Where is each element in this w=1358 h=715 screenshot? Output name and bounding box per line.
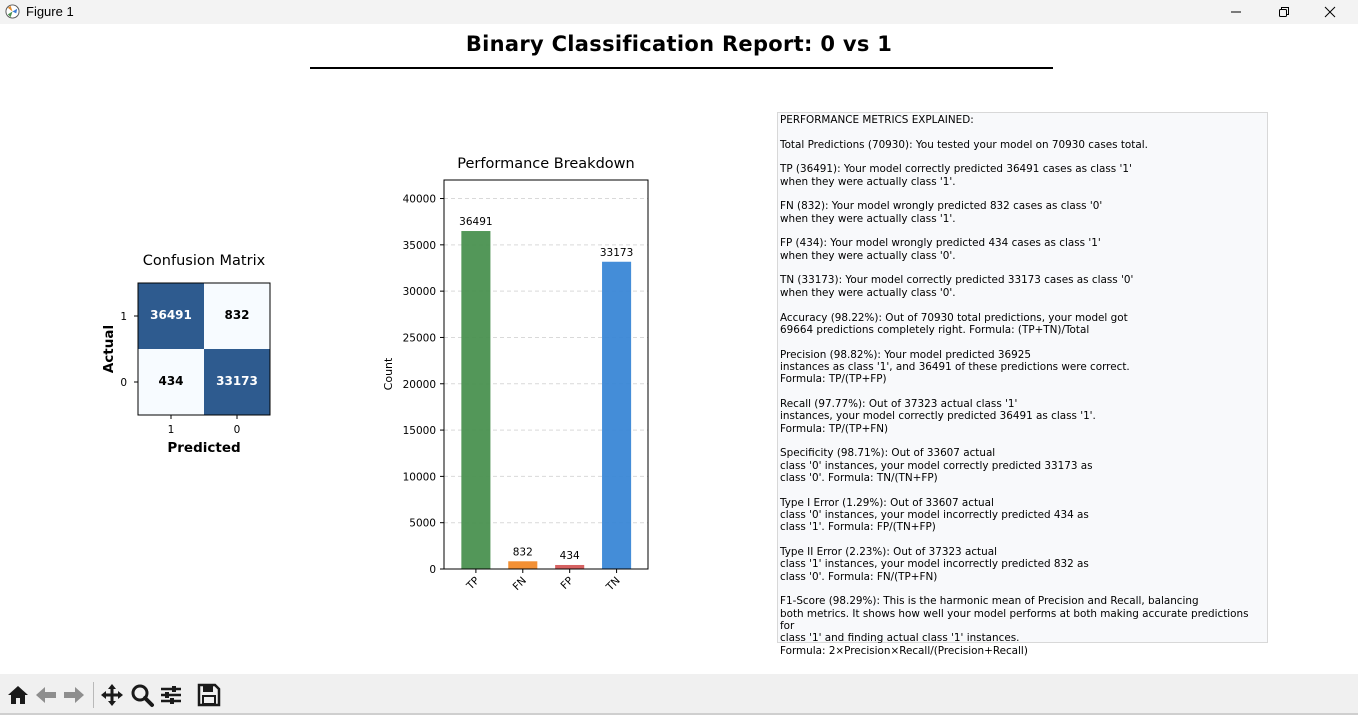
bar-ytick-label: 20000: [402, 378, 436, 391]
home-button[interactable]: [5, 682, 31, 708]
maximize-button[interactable]: [1261, 0, 1307, 24]
bar-ytick-label: 10000: [402, 471, 436, 484]
home-icon: [5, 682, 31, 708]
performance-bar-chart: [382, 156, 648, 594]
save-icon: [196, 682, 222, 708]
metrics-explanation-panel: PERFORMANCE METRICS EXPLAINED: Total Predictions (70930): You tested your model on 70930 cases total. TP (36491): Your model correctly predicted 36491 cases as class '1' when they were actually class '1'. FN (832): Your model wrongly predicted 832 cases as class '0' when they were actually class '1'. FP (434): Your model wrongly predicted 434 cases as class '1' when they were actually class '0'. TN (33173): Your model correctly predicted 33173 cases as class '0' when they were actually class '0'. Accuracy (98.22%): Out of 70930 total predictions, your model got 69664 predictions completely right. Formula: (TP+TN)/Total Precision (98.82%): Your model predicted 36925 instances as class '1', and 36491 of these predictions were correct. Formula: TP/(TP+FP) Recall (97.77%): Out of 37323 actual class '1' instances, your model correctly predicted 36491 as class '1'. Formula: TP/(TP+FN) Specificity (98.71%): Out of 33607 actual class '0' instances, your model correctly predicted 33173 as class '0'. Formula: TN/(TN+FP) Type I Error (1.29%): Out of 33607 actual class '0' instances, your model incorrectly predicted 434 as class '1'. Formula: FP/(TN+FP) Type II Error (2.23%): Out of 37323 actual class '1' instances, your model incorrectly predicted 832 as class '0'. Formula: FN/(TP+FN) F1-Score (98.29%): This is the harmonic mean of Precision and Recall, balancing both metrics. It shows how well your model performs at both making accurate predictions for class '1' and finding actual class '1' instances. Formula: 2×Precision×Recall/(Precision+Recall): [777, 112, 1268, 643]
cm-value-tp: 36491: [150, 308, 192, 322]
configure-subplots-icon: [158, 682, 184, 708]
bar-ytick-label: 0: [429, 564, 436, 576]
navigation-toolbar: [0, 674, 1358, 715]
window-title: Figure 1: [26, 4, 74, 19]
bar-xtick-label: FN: [510, 574, 529, 593]
bar-ytick-label: 15000: [402, 425, 436, 438]
bar-fn: [508, 561, 537, 569]
cm-row-label: 1: [120, 311, 127, 323]
window-titlebar: [0, 0, 1358, 24]
confusion-matrix: [101, 253, 270, 456]
bar-value-label: 832: [512, 546, 533, 559]
cm-value-fp: 434: [158, 374, 184, 388]
toolbar-separator: [93, 682, 94, 708]
bar-xtick-label: TN: [604, 574, 623, 594]
pan-button[interactable]: [99, 682, 125, 708]
bar-tp: [461, 231, 490, 569]
minimize-button[interactable]: [1213, 0, 1259, 24]
bar-xtick-label: TP: [464, 574, 483, 593]
cm-value-fn: 832: [224, 308, 250, 322]
pan-icon: [99, 682, 125, 708]
bar-fp: [555, 565, 584, 569]
bar-chart-ylabel: Count: [382, 357, 395, 391]
bar-value-label: 434: [559, 549, 580, 562]
bar-ytick-label: 5000: [409, 517, 436, 530]
back-arrow-icon: [33, 682, 59, 708]
bar-ytick-label: 40000: [402, 193, 436, 206]
zoom-button[interactable]: [129, 682, 155, 708]
zoom-icon: [129, 682, 155, 708]
bar-ytick-label: 25000: [402, 332, 436, 345]
cm-title: Confusion Matrix: [142, 253, 266, 269]
back-button[interactable]: [33, 682, 59, 708]
forward-arrow-icon: [61, 682, 87, 708]
close-button[interactable]: [1307, 0, 1353, 24]
cm-col-label: 0: [233, 424, 241, 436]
minimize-icon: [1230, 6, 1242, 18]
bar-chart-title: Performance Breakdown: [457, 156, 635, 172]
cm-ylabel: Actual: [101, 324, 117, 374]
cm-col-label: 1: [167, 424, 175, 436]
cm-xlabel: Predicted: [167, 440, 241, 456]
configure-subplots-button[interactable]: [158, 682, 184, 708]
figure-canvas[interactable]: [0, 24, 1358, 674]
bar-value-label: 36491: [459, 216, 493, 229]
bar-value-label: 33173: [599, 246, 634, 259]
bar-ytick-label: 35000: [402, 239, 436, 252]
bar-tn: [602, 262, 631, 569]
figure-title: Binary Classification Report: 0 vs 1: [465, 32, 893, 56]
cm-value-tn: 33173: [216, 374, 258, 388]
bar-ytick-label: 30000: [402, 286, 436, 299]
cm-row-label: 0: [120, 377, 127, 389]
forward-button[interactable]: [61, 682, 87, 708]
bar-xtick-label: FP: [558, 574, 576, 592]
matplotlib-app-icon: [5, 4, 20, 19]
restore-icon: [1278, 6, 1290, 18]
save-button[interactable]: [196, 682, 222, 708]
close-icon: [1324, 6, 1336, 18]
